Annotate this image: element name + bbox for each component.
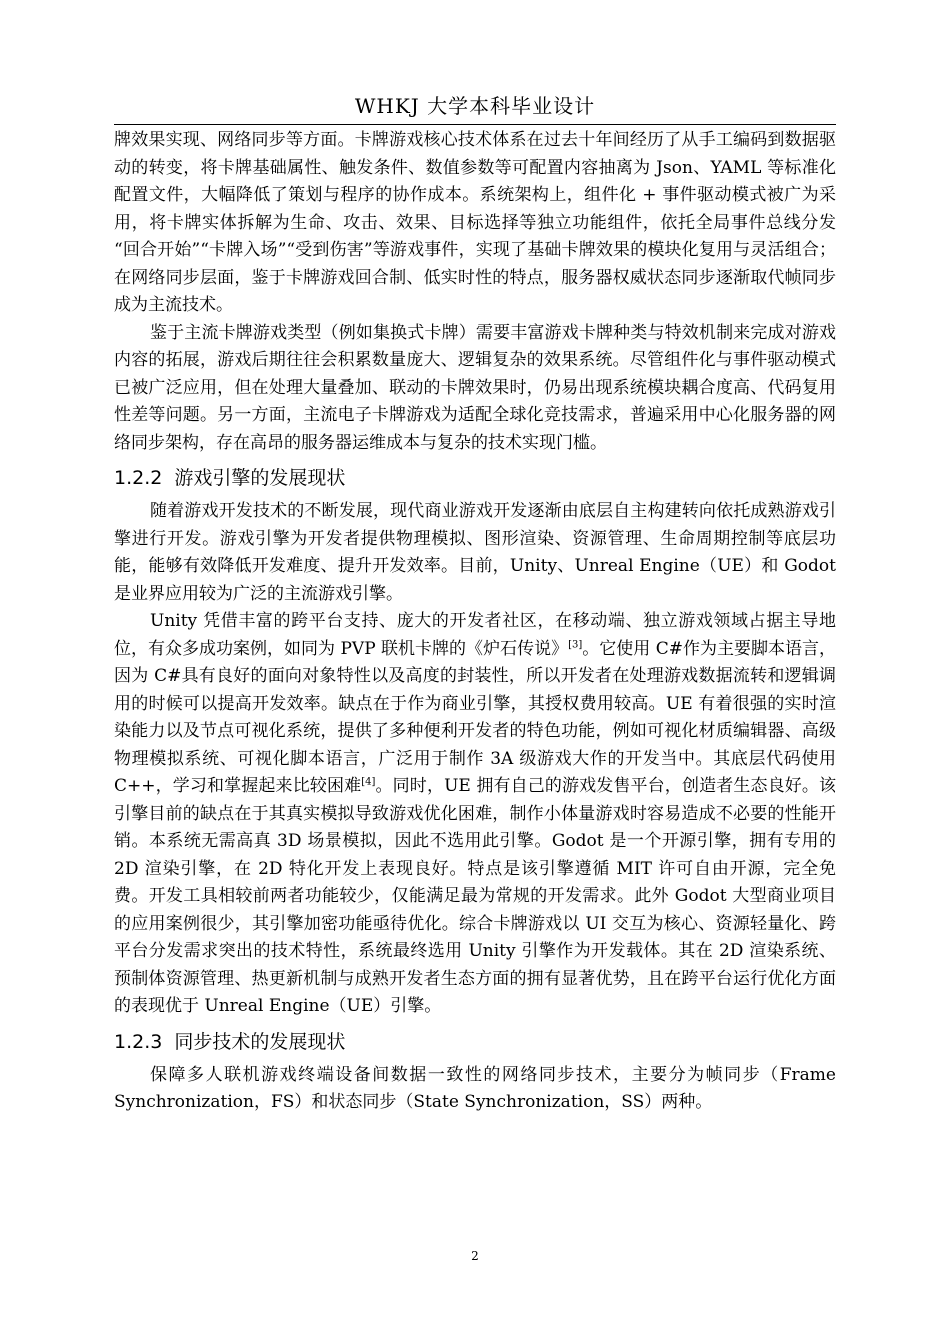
section-number: 1.2.2 xyxy=(114,467,163,489)
paragraph-card-tech-continued: 牌效果实现、网络同步等方面。卡牌游戏核心技术体系在过去十年间经历了从手工编码到数据驱动的转变，将卡牌基础属性、触发条件、数值参数等可配置内容抽离为 Json、YAML 等标准化配置文件，大幅降低了策划与程序的协作成本。系统架构上，组件化 + 事件驱动模式被广为采用，将卡牌实体拆解为生命、攻击、效果、目标选择等独立功能组件，依托全局事件总线分发 “回合开始”“卡牌入场”“受到伤害”等游戏事件，实现了基础卡牌效果的模块化复用与灵活组合；在网络同步层面，鉴于卡牌游戏回合制、低实时性的特点，服务器权威状态同步逐渐取代帧同步成为主流技术。 xyxy=(114,130,836,315)
page-number: 2 xyxy=(471,1249,479,1263)
citation-ref: [3] xyxy=(568,638,583,650)
section-title: 同步技术的发展现状 xyxy=(174,1030,346,1053)
paragraph-card-tech-problems: 鉴于主流卡牌游戏类型（例如集换式卡牌）需要丰富游戏卡牌种类与特效机制来完成对游戏内容的拓展，游戏后期往往会积累数量庞大、逻辑复杂的效果系统。尽管组件化与事件驱动模式已被广泛应用，但在处理大量叠加、联动的卡牌效果时，仍易出现系统模块耦合度高、代码复用性差等问题。另一方面，主流电子卡牌游戏为适配全球化竞技需求，普遍采用中心化服务器的网络同步架构，存在高昂的服务器运维成本与复杂的技术实现门槛。 xyxy=(114,322,836,453)
section-heading-sync-tech xyxy=(114,1027,836,1057)
document-body xyxy=(114,127,836,1117)
header-divider xyxy=(114,124,836,125)
citation-ref: [4] xyxy=(361,776,376,788)
paragraph-engine-comparison xyxy=(114,608,836,1021)
engine-comparison-text-a: Unity 凭借丰富的跨平台支持、庞大的开发者社区，在移动端、独立游戏领域占据主导地位，有众多成功案例，如同为 PVP 联机卡牌的《炉石传说》 xyxy=(114,611,836,659)
paragraph-sync-overview: 保障多人联机游戏终端设备间数据一致性的网络同步技术，主要分为帧同步（Frame Synchronization，FS）和状态同步（State Synchronization，SS）两种。 xyxy=(114,1064,836,1112)
section-title: 游戏引擎的发展现状 xyxy=(174,467,346,489)
section-heading-game-engine xyxy=(114,463,836,493)
page-header-title: WHKJ 大学本科毕业设计 xyxy=(354,94,596,118)
engine-comparison-text-c: 。同时，UE 拥有自己的游戏发售平台，创造者生态良好。该引擎目前的缺点在于其真实模拟导致游戏优化困难，制作小体量游戏时容易造成不必要的性能开销。本系统无需高真 3D 场景模拟，因此不选用此引擎。Godot 是一个开源引擎，拥有专用的 2D 渲染引擎，在 2D 特化开发上表现良好。特点是该引擎遵循 MIT 许可自由开源，完全免费。开发工具相较前两者功能较少，仅能满足最为常规的开发需求。此外 Godot 大型商业项目的应用案例很少，其引擎加密功能亟待优化。综合卡牌游戏以 UI 交互为核心、资源轻量化、跨平台分发需求突出的技术特性，系统最终选用 Unity 引擎作为开发载体。其在 2D 渲染系统、预制体资源管理、热更新机制与成熟开发者生态方面的拥有显著优势，且在跨平台运行优化方面的表现优于 Unreal Engine（UE）引擎。 xyxy=(114,776,837,1016)
engine-comparison-text-b: 。它使用 C#作为主要脚本语言，因为 C#具有良好的面向对象特性以及高度的封装性，所以开发者在处理游戏数据流转和逻辑调用的时候可以提高开发效率。缺点在于作为商业引擎，其授权费用较高。UE 有着很强的实时渲染能力以及节点可视化系统，提供了多种便利开发者的特色功能，例如可视化材质编辑器、高级物理模拟系统、可视化脚本语言，广泛用于制作 3A 级游戏大作的开发当中。其底层代码使用 C++，学习和掌握起来比较困难 xyxy=(114,638,836,796)
section-number: 1.2.3 xyxy=(114,1030,163,1053)
paragraph-engine-overview: 随着游戏开发技术的不断发展，现代商业游戏开发逐渐由底层自主构建转向依托成熟游戏引擎进行开发。游戏引擎为开发者提供物理模拟、图形渲染、资源管理、生命周期控制等底层功能，能够有效降低开发难度、提升开发效率。目前，Unity、Unreal Engine（UE）和 Godot 是业界应用较为广泛的主流游戏引擎。 xyxy=(114,501,836,604)
